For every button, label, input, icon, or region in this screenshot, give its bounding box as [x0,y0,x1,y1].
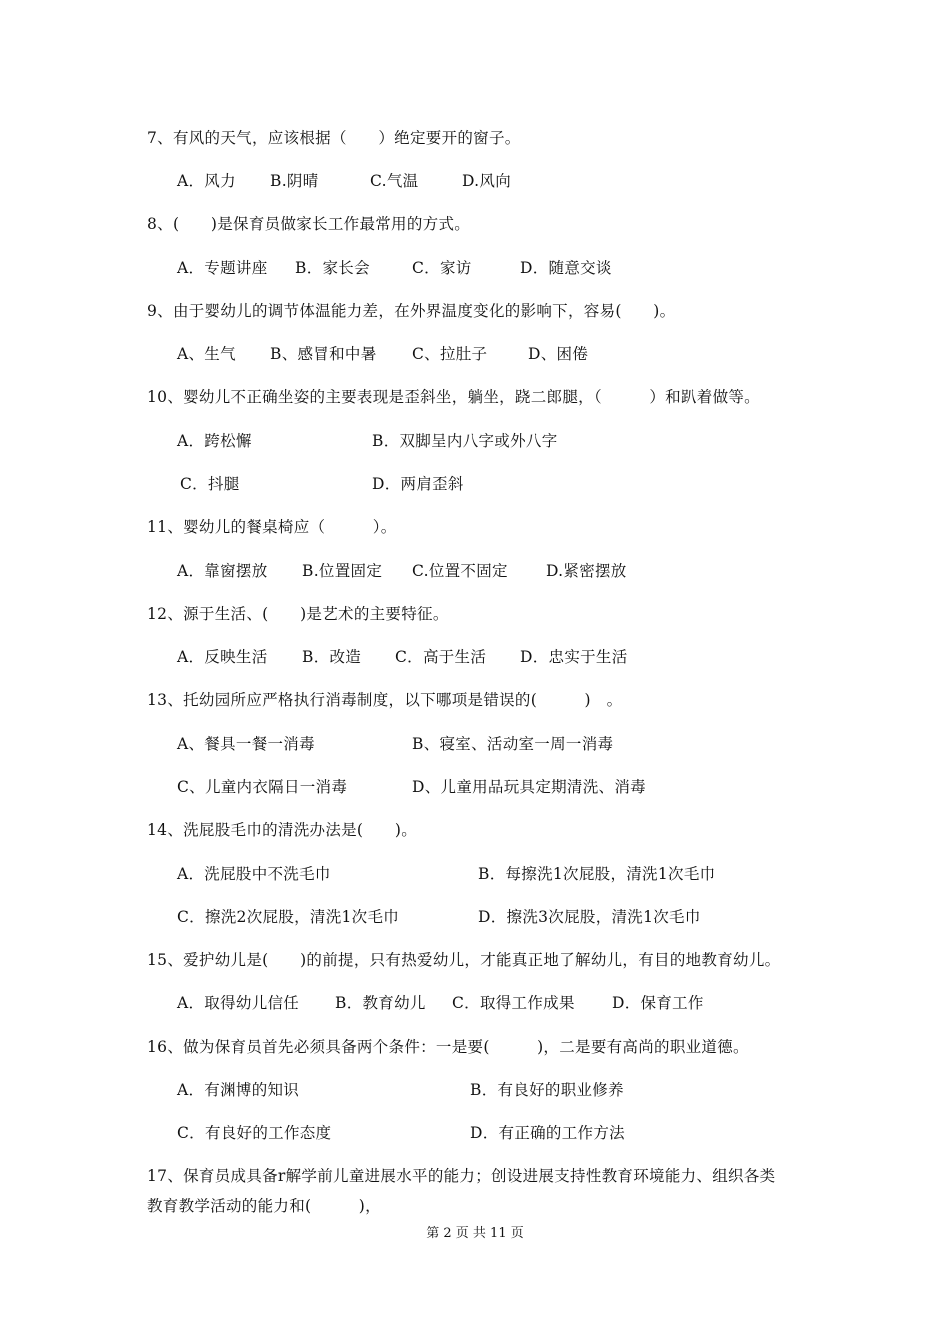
question-17-stem: 17、保育员成具备r解学前儿童进展水平的能力；创设进展支持性教育环境能力、组织各类 [147,1167,776,1185]
question-10-option-b: B．双脚呈内八字或外八字 [372,432,558,450]
question-12-option-b: B．改造 [302,648,362,666]
question-9-option-c: C、拉肚子 [412,345,488,363]
question-16-option-b: B．有良好的职业修养 [470,1081,624,1099]
question-7-option-b: B.阴晴 [270,172,319,190]
question-8-option-b: B．家长会 [295,259,370,277]
question-15-option-a: A．取得幼儿信任 [177,994,300,1012]
question-12-option-d: D．忠实于生活 [520,648,628,666]
page-number-footer: 第 2 页 共 11 页 [426,1226,524,1241]
question-8-stem: 8、( )是保育员做家长工作最常用的方式。 [147,215,471,233]
question-12-option-c: C．高于生活 [395,648,487,666]
question-13-option-c: C、儿童内衣隔日一消毒 [177,778,348,796]
question-9-stem: 9、由于婴幼儿的调节体温能力差，在外界温度变化的影响下，容易( )。 [147,302,676,320]
question-8-option-a: A．专题讲座 [177,259,268,277]
question-13-option-d: D、儿童用品玩具定期清洗、消毒 [412,778,646,796]
question-9-option-b: B、感冒和中暑 [270,345,377,363]
question-10-stem: 10、婴幼儿不正确坐姿的主要表现是歪斜坐，躺坐，跷二郎腿，（ ）和趴着做等。 [147,388,760,406]
question-9-option-a: A、生气 [177,345,236,363]
question-16-option-c: C．有良好的工作态度 [177,1124,332,1142]
question-11-option-b: B.位置固定 [302,562,383,580]
question-8-option-c: C．家访 [412,259,472,277]
question-7-option-a: A．风力 [177,172,236,190]
question-13-option-b: B、寝室、活动室一周一消毒 [412,735,614,753]
question-12-stem: 12、源于生活、( )是艺术的主要特征。 [147,605,449,623]
question-16-stem: 16、做为保育员首先必须具备两个条件：一是要( )，二是要有高尚的职业道德。 [147,1038,749,1056]
question-15-option-c: C．取得工作成果 [452,994,575,1012]
question-7-stem: 7、有风的天气，应该根据（ ）绝定要开的窗子。 [147,129,521,147]
question-15-option-d: D．保育工作 [612,994,704,1012]
question-11-option-a: A．靠窗摆放 [177,562,268,580]
question-7-option-d: D.风向 [462,172,512,190]
question-13-stem: 13、托幼园所应严格执行消毒制度，以下哪项是错误的( ) 。 [147,691,623,709]
question-11-option-d: D.紧密摆放 [546,562,627,580]
question-10-option-d: D．两肩歪斜 [372,475,464,493]
question-16-option-d: D．有正确的工作方法 [470,1124,625,1142]
question-15-stem: 15、爱护幼儿是( )的前提，只有热爱幼儿，才能真正地了解幼儿，有目的地教育幼儿。 [147,951,781,969]
question-11-stem: 11、婴幼儿的餐桌椅应（ ）。 [147,518,397,536]
question-14-option-b: B．每擦洗1次屁股，清洗1次毛巾 [478,865,716,883]
question-10-option-a: A．跨松懈 [177,432,252,450]
question-7-option-c: C.气温 [370,172,419,190]
question-8-option-d: D．随意交谈 [520,259,612,277]
question-15-option-b: B．教育幼儿 [335,994,426,1012]
question-16-option-a: A．有渊博的知识 [177,1081,300,1099]
question-13-option-a: A、餐具一餐一消毒 [177,735,315,753]
question-10-option-c: C．抖腿 [180,475,240,493]
question-11-option-c: C.位置不固定 [412,562,508,580]
question-14-option-a: A．洗屁股中不洗毛巾 [177,865,331,883]
question-12-option-a: A．反映生活 [177,648,268,666]
question-14-option-d: D．擦洗3次屁股，清洗1次毛巾 [478,908,701,926]
question-17-stem-continued: 教育教学活动的能力和( )， [147,1197,381,1215]
question-14-option-c: C．擦洗2次屁股，清洗1次毛巾 [177,908,400,926]
question-9-option-d: D、困倦 [528,345,589,363]
question-14-stem: 14、洗屁股毛巾的清洗办法是( )。 [147,821,418,839]
